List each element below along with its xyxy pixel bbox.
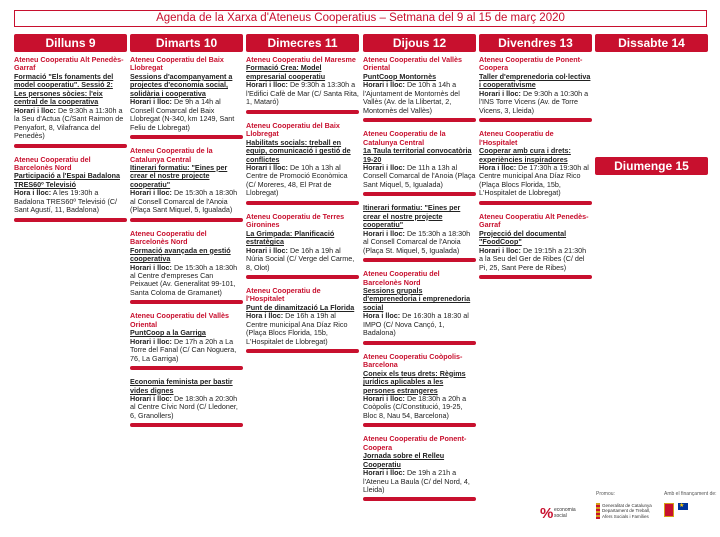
day-column (14, 34, 127, 230)
day-column (595, 34, 708, 56)
event-list (363, 56, 476, 501)
generalitat-line3: Afers Socials i Famílies (602, 513, 649, 519)
funding-label: Amb el finançament de: (664, 491, 717, 497)
event-title-link[interactable]: Economia feminista per bastir vides dignes (130, 377, 233, 395)
event-organizer: Ateneu Cooperatiu del Maresme (246, 55, 356, 64)
event-schedule-label: Hora i lloc: (479, 162, 517, 172)
event-schedule-text: De 10h a 14h a l'Ajuntament de Montornès del Vallès (Av. de la Llibertat, 2, Montornès del Vallès) (363, 80, 460, 115)
event-details (363, 164, 476, 189)
event-schedule-text: A les 19:30h a Badalona TRES60º Televisió (C/ Sant Agustí, 11, Badalona) (14, 188, 118, 215)
event-divider (479, 118, 592, 122)
event-item (479, 56, 592, 122)
event-title-link[interactable]: Projecció del documental "FoodCoop" (479, 228, 567, 247)
event-schedule-text: De 16h a 19h al Centre municipal Ana Díaz Rico (Plaça Blocs Florida, 15b, L'Hospitalet de Llobregat) (246, 311, 348, 346)
eu-star-icon: ★ (679, 503, 685, 509)
event-schedule-text: De 18:30h a 20h a Coòpolis (C/Constitució, 19-25, Bloc 8, Nau 54, Barcelona) (363, 393, 467, 420)
event-schedule-label: Horari i lloc: (14, 105, 56, 115)
event-title-link[interactable]: Participació a l'Espai Badalona TRES60º Televisió (14, 171, 120, 189)
generalitat-logo (596, 503, 654, 519)
event-schedule-label: Horari i lloc: (246, 245, 288, 255)
event-title-link[interactable]: Itinerari formatiu: "Eines per crear el nostre projecte cooperatiu" (363, 203, 461, 230)
day-header-sunday: Diumenge 15 (595, 157, 708, 175)
event-organizer: Ateneu Cooperatiu del Vallès Oriental (363, 55, 463, 73)
event-organizer: Ateneu Cooperatiu del Barcelonès Nord (14, 154, 91, 172)
event-item (130, 147, 243, 222)
event-item (479, 130, 592, 205)
event-title-link[interactable]: Jornada sobre el Relleu Cooperatiu (363, 451, 445, 469)
page-title: Agenda de la Xarxa d'Ateneus Cooperatius – Setmana del 9 al 15 de març 2020 (14, 10, 707, 27)
event-title-link[interactable]: 1a Taula territorial convocatòria 19-20 (363, 146, 472, 164)
event-title-link[interactable]: Formació avançada en gestió cooperativa (130, 245, 231, 264)
event-item (363, 353, 476, 428)
event-divider (130, 423, 243, 427)
event-organizer: Ateneu Cooperatiu de Ponent-Coopera (363, 434, 467, 452)
event-details (363, 312, 476, 337)
event-divider (130, 135, 243, 139)
event-details (479, 247, 592, 272)
event-divider (363, 118, 476, 122)
event-details (363, 469, 476, 494)
event-list (14, 56, 127, 222)
event-divider (363, 192, 476, 196)
event-item (246, 213, 359, 279)
event-schedule-label: Horari i lloc: (479, 245, 521, 255)
event-schedule-label: Horari i lloc: (363, 80, 405, 90)
event-schedule-label: Horari i lloc: (246, 162, 288, 172)
event-divider (246, 201, 359, 205)
day-header: Dijous 12 (363, 34, 476, 52)
event-divider (130, 218, 243, 222)
event-organizer: Ateneu Cooperatiu de la Catalunya Central (363, 129, 446, 147)
day-header: Divendres 13 (479, 34, 592, 52)
event-item (14, 56, 127, 148)
economia-social-logo-text: economia social (554, 507, 576, 519)
event-details (130, 189, 243, 214)
event-organizer: Ateneu Cooperatiu del Barcelonès Nord (130, 228, 207, 247)
event-item (363, 435, 476, 501)
event-details (130, 338, 243, 363)
senyera-icon (596, 503, 600, 519)
event-organizer: Ateneu Cooperatiu del Baix Llobregat (246, 120, 340, 139)
event-divider (14, 218, 127, 222)
generalitat-line2: Departament de Treball, (602, 508, 651, 514)
event-details (130, 98, 243, 132)
event-organizer: Ateneu Cooperatiu del Vallès Oriental (130, 311, 230, 329)
event-title-link[interactable]: PuntCoop Montornès (363, 71, 437, 81)
event-title-link[interactable]: Taller d'emprenedoria col·lectiva i cooperativisme (479, 71, 591, 90)
event-item (130, 378, 243, 427)
event-title-link[interactable]: Habilitats socials: treball en equip, comunicació i gestió de conflictes (246, 137, 351, 164)
event-divider (14, 144, 127, 148)
event-organizer: Ateneu Cooperatiu Alt Penedès-Garraf (479, 211, 589, 230)
event-title-link[interactable]: Cooperar amb cura i drets: experiències inspiradores (479, 146, 571, 164)
event-details (246, 247, 359, 272)
event-schedule-text: De 11h a 13h al Consell Comarcal de l'Anoia (Plaça Sant Miquel, 5, Igualada) (363, 162, 476, 189)
event-schedule-text: De 17h a 20h a La Torre del Fanal (C/ Can Noguera, 76, La Garriga) (130, 336, 237, 363)
event-schedule-label: Hora i lloc: (14, 188, 52, 198)
event-schedule-label: Horari i lloc: (130, 188, 172, 198)
event-title-link[interactable]: Coneix els teus drets: Règims jurídics aplicables a les persones estrangeres (363, 368, 466, 395)
event-item (363, 270, 476, 345)
event-schedule-text: De 16:30h a 18:30 al IMPO (C/ Nova Cançó, 1, Badalona) (363, 311, 469, 338)
event-organizer: Ateneu Cooperatiu del Baix Llobregat (130, 55, 224, 73)
event-organizer: Ateneu Cooperatiu del Barcelonès Nord (363, 269, 440, 287)
event-divider (246, 110, 359, 114)
event-item (130, 312, 243, 370)
day-header: Dimecres 11 (246, 34, 359, 52)
percent-icon: % (540, 505, 554, 522)
event-schedule-text: De 18:30h a 20:30h al Centre Cívic Nord (C/ Lledoner, 6, Granollers) (130, 393, 238, 420)
event-schedule-label: Horari i lloc: (363, 393, 405, 403)
event-title-link[interactable]: Sessions d'acompanyament a projectes d'economia social, solidària i cooperativa (130, 71, 233, 98)
event-organizer: Ateneu Cooperatiu Alt Penedès-Garraf (14, 55, 124, 73)
promou-label: Promou: (596, 491, 615, 497)
coat-of-arms-icon (664, 503, 674, 517)
event-schedule-text: De 19h a 21h a l'Ateneu La Baula (C/ del Nord, 4, Lleida) (363, 468, 470, 495)
event-item (246, 287, 359, 353)
event-details (246, 164, 359, 198)
event-item (14, 156, 127, 222)
event-details (479, 90, 592, 115)
event-details (246, 312, 359, 346)
event-list (479, 56, 592, 279)
event-schedule-label: Hora i lloc: (363, 311, 401, 321)
event-divider (363, 423, 476, 427)
event-title-link[interactable]: La Grimpada: Planificació estratègica (246, 228, 335, 247)
event-item (363, 130, 476, 196)
event-schedule-text: De 17:30h a 19:30h al Centre municipal Ana Díaz Rico (Plaça Blocs Florida, 15b, L'Hospitalet de Llobregat) (479, 162, 589, 198)
event-schedule-label: Horari i lloc: (363, 228, 405, 238)
event-schedule-label: Hora i lloc: (246, 311, 284, 321)
day-header: Dilluns 9 (14, 34, 127, 52)
event-details (130, 395, 243, 420)
government-logo (664, 503, 716, 521)
event-organizer: Ateneu Cooperatiu de la Catalunya Central (130, 146, 213, 164)
generalitat-line1: Generalitat de Catalunya (602, 503, 652, 508)
event-details (479, 164, 592, 198)
event-item (246, 56, 359, 114)
event-details (130, 264, 243, 298)
event-divider (363, 258, 476, 262)
event-divider (246, 275, 359, 279)
event-schedule-text: De 9:30h a 13:30h a l'Edifici Cafè de Mar (C/ Santa Rita, 1, Mataró) (246, 80, 359, 107)
day-column (130, 34, 243, 435)
event-schedule-text: De 9h a 14h al Consell Comarcal del Baix Llobregat (N-340, km 1249, Sant Feliu de Llobregat) (130, 97, 235, 132)
event-schedule-label: Horari i lloc: (363, 162, 405, 172)
event-divider (363, 497, 476, 501)
event-organizer: Ateneu Cooperatiu de Ponent-Coopera (479, 55, 583, 73)
day-header: Dissabte 14 (595, 34, 708, 52)
event-organizer: Ateneu Cooperatiu Coòpolis-Barcelona (363, 351, 463, 370)
event-organizer: Ateneu Cooperatiu de l'Hospitalet (246, 285, 321, 304)
event-schedule-label: Horari i lloc: (130, 97, 172, 107)
event-schedule-label: Horari i lloc: (130, 336, 172, 346)
event-schedule-text: De 9:30h a 11:30h a la Seu d'Actua (C/Sant Raimon de Penyafort, 8, Vilafranca del Penedès) (14, 105, 124, 141)
event-item (363, 56, 476, 122)
event-schedule-text: De 19:15h a 21:30h a la Seu del Ger de Ribes (C/ del Pi, 25, Sant Pere de Ribes) (479, 245, 587, 272)
event-details (363, 230, 476, 255)
event-item (246, 122, 359, 205)
event-schedule-text: De 15:30h a 18:30h al Consell Comarcal de l'Anoia (Plaça Sant Miquel, 5, Igualada) (130, 188, 238, 215)
event-organizer: Ateneu Cooperatiu de Terres Gironines (246, 211, 345, 230)
event-schedule-text: De 10h a 13h al Centre de Promoció Econòmica (C/ Moreres, 48, El Prat de Llobregat) (246, 162, 348, 198)
footer-logos (540, 491, 720, 537)
event-schedule-text: De 15:30h a 18:30h al Consell Comarcal de l'Anoia (Plaça St. Miquel, 5, Igualada) (363, 228, 471, 255)
event-list (246, 56, 359, 353)
event-title-link[interactable]: Sessions grupals d'emprenedoria i emprenedoria social (363, 285, 471, 312)
event-schedule-label: Horari i lloc: (246, 80, 288, 90)
day-header: Dimarts 10 (130, 34, 243, 52)
event-details (363, 395, 476, 420)
event-details (14, 189, 127, 214)
economia-social-logo (540, 505, 588, 525)
event-organizer: Ateneu Cooperatiu de l'Hospitalet (479, 129, 554, 147)
event-divider (479, 275, 592, 279)
event-divider (479, 201, 592, 205)
event-title-link[interactable]: Formació Crea: Model empresarial cooperatiu (246, 63, 326, 81)
event-title-link[interactable]: PuntCoop a la Garriga (130, 328, 206, 338)
event-item (130, 230, 243, 305)
event-schedule-label: Horari i lloc: (130, 393, 172, 403)
event-schedule-text: De 16h a 19h al Núria Social (C/ Verge del Carme, 8, Olot) (246, 245, 355, 272)
event-title-link[interactable]: Punt de dinamització La Florida (246, 302, 355, 312)
event-schedule-label: Horari i lloc: (130, 262, 172, 272)
event-title-link[interactable]: Itinerari formatiu: "Eines per crear el nostre projecte cooperatiu" (130, 162, 228, 189)
event-divider (246, 349, 359, 353)
event-divider (130, 300, 243, 304)
event-divider (130, 366, 243, 370)
event-item (479, 213, 592, 279)
event-title-link[interactable]: Formació "Els fonaments del model cooperatiu". Sessió 2: Les persones sòcies: l'eix central de la cooperativa (14, 71, 114, 107)
event-schedule-text: De 9:30h a 10:30h a l'INS Torre Vicens (Av. de Torre Vicens, 3, Lleida) (479, 88, 589, 115)
event-details (363, 81, 476, 115)
day-column (246, 34, 359, 361)
event-item (130, 56, 243, 139)
day-column (363, 34, 476, 509)
event-details (14, 107, 127, 141)
event-schedule-text: De 15:30h a 18:30h al Centre d'empreses Can Peixauet (Av. Generalitat 99-101, Santa Coloma de Gramanet) (130, 262, 238, 297)
day-column (479, 34, 592, 287)
event-item (363, 204, 476, 262)
event-list (130, 56, 243, 427)
event-divider (363, 341, 476, 345)
event-details (246, 81, 359, 106)
event-schedule-label: Horari i lloc: (479, 88, 521, 98)
event-schedule-label: Horari i lloc: (363, 468, 405, 478)
